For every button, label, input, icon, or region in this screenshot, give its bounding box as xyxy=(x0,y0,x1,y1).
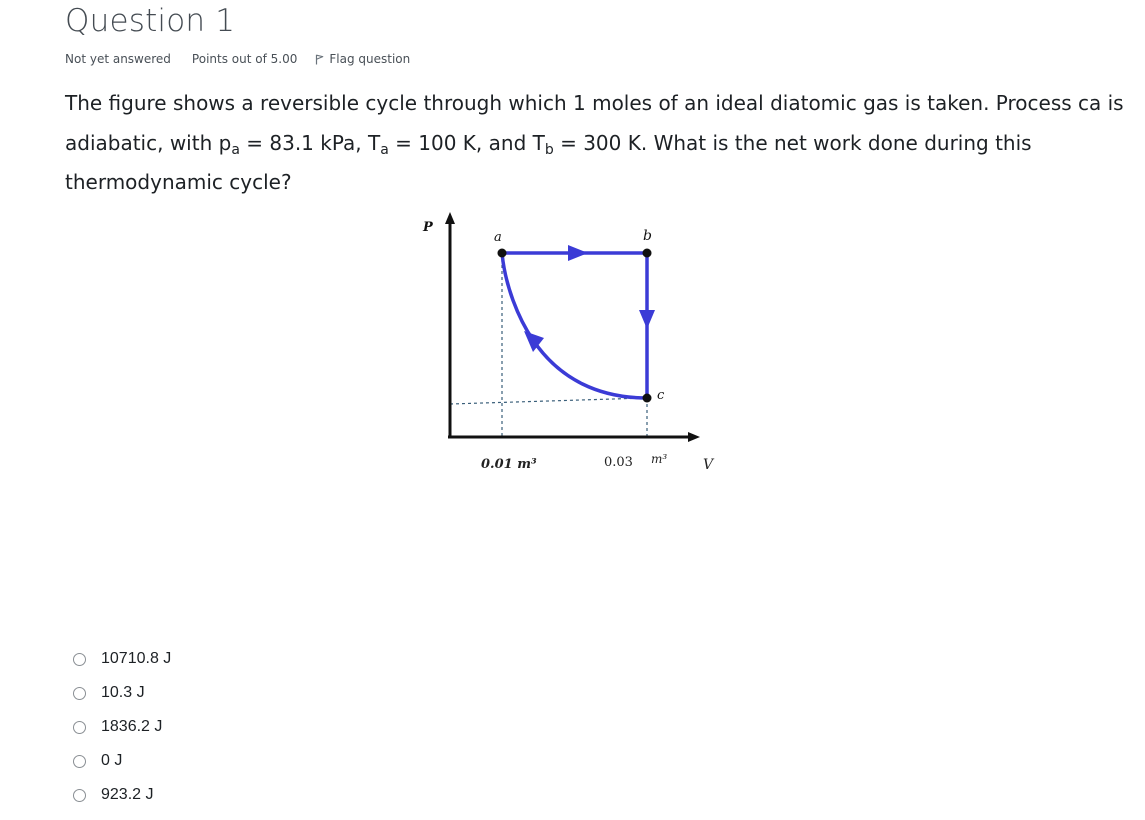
answer-option-3[interactable] xyxy=(73,710,171,744)
v-axis-arrowhead xyxy=(688,432,700,442)
state-point-a xyxy=(498,249,507,258)
radio-button[interactable] xyxy=(73,653,86,666)
question-text xyxy=(65,84,1125,203)
process-ca xyxy=(502,253,647,398)
point-a-label: a xyxy=(494,230,502,245)
pv-cycle-diagram xyxy=(410,208,730,478)
radio-button[interactable] xyxy=(73,755,86,768)
flag-question-link[interactable] xyxy=(315,52,410,66)
answer-label: 923.2 J xyxy=(101,786,154,803)
question-text-part: = 300 K. What is the net work done during this thermodynamic cycle? xyxy=(65,130,1032,194)
guide-line-c-horizontal xyxy=(450,398,646,404)
v-axis-label: V xyxy=(703,457,714,473)
temperature-a-subscript: a xyxy=(380,141,389,158)
answer-label: 1836.2 J xyxy=(101,718,163,735)
tick-label-v2-unit: m³ xyxy=(651,452,668,466)
radio-button[interactable] xyxy=(73,721,86,734)
temperature-b-subscript: b xyxy=(544,141,554,158)
answer-label: 10.3 J xyxy=(101,684,145,701)
answer-label: 10710.8 J xyxy=(101,650,172,667)
question-text-part: = 100 K, and T xyxy=(388,130,545,155)
question-text-part: The figure shows a reversible cycle through which 1 moles of an ideal diatomic gas is taken. Process ca is adiabatic, with p xyxy=(65,91,1124,155)
radio-button[interactable] xyxy=(73,687,86,700)
flag-icon xyxy=(315,54,324,65)
question-info-bar xyxy=(65,50,410,68)
question-points: Points out of 5.00 xyxy=(191,52,298,66)
arrow-bc xyxy=(639,310,655,329)
answer-option-2[interactable] xyxy=(73,676,171,710)
pressure-subscript: a xyxy=(231,141,240,158)
question-text-part: = 83.1 kPa, T xyxy=(239,130,381,155)
flag-question-label: Flag question xyxy=(329,52,411,66)
point-b-label: b xyxy=(643,228,652,244)
question-title: Question 1 xyxy=(65,3,236,39)
answer-label: 0 J xyxy=(101,752,123,769)
radio-button[interactable] xyxy=(73,789,86,802)
state-point-b xyxy=(643,249,652,258)
answer-option-4[interactable] xyxy=(73,744,171,778)
arrow-ab xyxy=(568,245,588,261)
p-axis-arrowhead xyxy=(445,212,455,224)
p-axis-label: P xyxy=(423,220,433,235)
point-c-label: c xyxy=(657,388,665,403)
answer-status: Not yet answered xyxy=(65,52,171,66)
state-point-c xyxy=(643,394,652,403)
tick-label-v2-value: 0.03 xyxy=(604,455,633,470)
answer-option-5[interactable] xyxy=(73,778,171,812)
tick-label-v1: 0.01 m³ xyxy=(481,457,537,472)
answer-options xyxy=(73,642,171,812)
answer-option-1[interactable] xyxy=(73,642,171,676)
